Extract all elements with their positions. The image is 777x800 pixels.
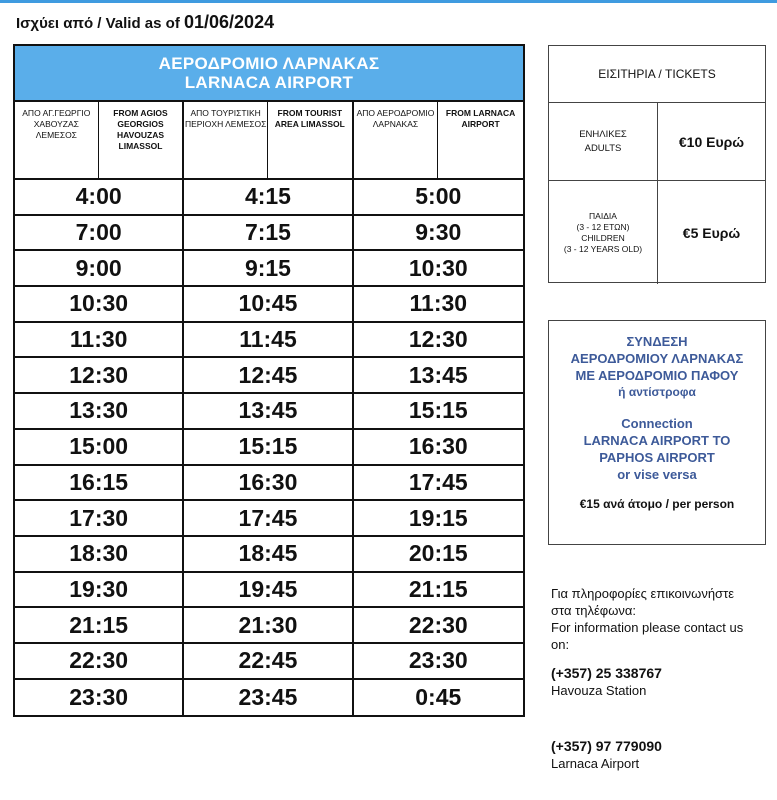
connection-en-line: Connection [621, 416, 693, 431]
ticket-label-adults [549, 103, 658, 180]
connection-gr-line: ΣΥΝΔΕΣΗ [626, 334, 688, 349]
connection-english [549, 415, 765, 483]
table-row [15, 251, 523, 287]
contact-info [551, 585, 773, 772]
departure-time: 0:45 [415, 683, 462, 710]
departure-time: 22:30 [408, 611, 468, 638]
column-header-larnaca-airport [354, 102, 523, 178]
column-header-gr: ΑΠΟ ΤΟΥΡΙΣΤΙΚΗ ΠΕΡΙΟΧΗ ΛΕΜΕΣΟΣ [184, 102, 268, 178]
table-row [15, 644, 523, 680]
departure-time: 17:45 [408, 468, 468, 495]
connection-gr-line: ΜΕ ΑΕΡΟΔΡΟΜΙΟ ΠΑΦΟΥ [575, 368, 739, 383]
contact-en-line2: on: [551, 637, 570, 652]
ticket-row-adults [549, 103, 765, 181]
departure-time: 16:30 [408, 433, 468, 460]
departure-time: 16:15 [15, 466, 184, 500]
column-header-en: FROM LARNACA AIRPORT [445, 108, 516, 129]
column-header-havouzas [15, 102, 184, 178]
phone-larnaca-label: Larnaca Airport [551, 756, 640, 771]
connection-en-line: LARNACA AIRPORT TO [583, 433, 731, 448]
table-row [15, 573, 523, 609]
contact-en-line1: For information please contact us [551, 620, 744, 635]
departure-time: 7:00 [15, 216, 184, 250]
departure-time: 9:00 [15, 251, 184, 285]
column-header-en: FROM AGIOS GEORGIOS HAVOUZAS LIMASSOL [113, 108, 168, 151]
departure-time: 21:15 [408, 575, 468, 602]
departure-time: 16:30 [184, 466, 353, 500]
children-gr: ΠΑΙΔΙΑ [589, 210, 617, 221]
table-row [15, 216, 523, 252]
departure-time: 9:15 [184, 251, 353, 285]
table-row [15, 430, 523, 466]
column-header-gr: ΑΠΟ ΑΓ.ΓΕΩΡΓΙΟ ΧΑΒΟΥΖΑΣ ΛΕΜΕΣΟΣ [15, 102, 99, 178]
adults-en: ADULTS [584, 142, 622, 154]
valid-prefix: Ισχύει από / Valid as of [16, 15, 180, 32]
departure-time: 10:45 [184, 287, 353, 321]
departure-time: 18:45 [184, 537, 353, 571]
connection-price: €15 ανά άτομο / per person [579, 497, 735, 511]
departure-time: 15:15 [408, 397, 468, 424]
departure-time: 10:30 [408, 254, 468, 281]
departure-time: 17:45 [184, 501, 353, 535]
table-row [15, 323, 523, 359]
contact-gr-line2: στα τηλέφωνα: [551, 603, 636, 618]
departure-time: 19:15 [408, 504, 468, 531]
departure-time: 13:45 [184, 394, 353, 428]
connection-en-line: or vise versa [617, 467, 697, 482]
departure-time: 12:30 [15, 358, 184, 392]
departure-time: 9:30 [415, 219, 462, 246]
column-header-gr: ΑΠΟ ΑΕΡΟΔΡΟΜΙΟ ΛΑΡΝΑΚΑΣ [354, 102, 439, 178]
departure-time: 17:30 [15, 501, 184, 535]
timetable-body [15, 180, 523, 715]
table-row [15, 608, 523, 644]
timetable [13, 44, 525, 717]
table-row [15, 466, 523, 502]
departure-time: 10:30 [15, 287, 184, 321]
column-headers [15, 102, 523, 180]
table-row [15, 358, 523, 394]
table-row [15, 501, 523, 537]
departure-time: 4:15 [184, 180, 353, 214]
departure-time: 21:30 [184, 608, 353, 642]
departure-time: 5:00 [415, 183, 462, 210]
ticket-price-adults: €10 Ευρώ [678, 133, 745, 150]
ticket-price-children: €5 Ευρώ [682, 224, 741, 241]
ticket-row-children [549, 181, 765, 284]
table-row [15, 680, 523, 716]
connection-gr-line: ή αντίστροφα [618, 385, 696, 399]
departure-time: 15:15 [184, 430, 353, 464]
departure-time: 12:45 [184, 358, 353, 392]
valid-date: 01/06/2024 [184, 12, 275, 32]
connection-greek [549, 333, 765, 401]
departure-time: 18:30 [15, 537, 184, 571]
tickets-box [548, 45, 766, 283]
departure-time: 11:30 [409, 290, 468, 317]
connection-gr-line: ΑΕΡΟΔΡΟΜΙΟΥ ΛΑΡΝΑΚΑΣ [570, 351, 744, 366]
valid-as-of [16, 12, 274, 33]
departure-time: 12:30 [408, 326, 468, 353]
departure-time: 23:30 [408, 647, 468, 674]
table-row [15, 537, 523, 573]
departure-time: 22:45 [184, 644, 353, 678]
phone-larnaca-airport[interactable]: (+357) 97 779090 [551, 738, 662, 754]
airport-connection-box [548, 320, 766, 545]
top-accent-bar [0, 0, 777, 3]
ticket-label-children [549, 181, 658, 284]
contact-gr-line1: Για πληροφορίες επικοινωνήστε [551, 586, 735, 601]
column-header-en: FROM TOURIST AREA LIMASSOL [274, 108, 345, 129]
table-row [15, 394, 523, 430]
table-row [15, 287, 523, 323]
connection-en-line: PAPHOS AIRPORT [599, 450, 715, 465]
departure-time: 13:45 [408, 361, 468, 388]
departure-time: 23:30 [15, 680, 184, 716]
departure-time: 13:30 [15, 394, 184, 428]
timetable-title [15, 46, 523, 102]
tickets-title: ΕΙΣΙΤΗΡΙΑ / TICKETS [549, 46, 765, 103]
departure-time: 15:00 [15, 430, 184, 464]
departure-time: 11:45 [184, 323, 353, 357]
departure-time: 7:15 [184, 216, 353, 250]
timetable-title-gr: ΑΕΡΟΔΡΟΜΙΟ ΛΑΡΝΑΚΑΣ [158, 54, 380, 73]
phone-havouza[interactable]: (+357) 25 338767 [551, 665, 662, 681]
departure-time: 20:15 [408, 540, 468, 567]
timetable-title-en: LARNACA AIRPORT [184, 73, 354, 92]
column-header-tourist-area [184, 102, 353, 178]
departure-time: 19:45 [184, 573, 353, 607]
departure-time: 4:00 [15, 180, 184, 214]
adults-gr: ΕΝΗΛΙΚΕΣ [579, 128, 627, 140]
children-en-age: (3 - 12 YEARS OLD) [563, 243, 643, 254]
departure-time: 22:30 [15, 644, 184, 678]
departure-time: 19:30 [15, 573, 184, 607]
children-en: CHILDREN [581, 232, 625, 243]
phone-havouza-label: Havouza Station [551, 683, 647, 698]
departure-time: 21:15 [15, 608, 184, 642]
table-row [15, 180, 523, 216]
children-gr-age: (3 - 12 ΕΤΩΝ) [576, 221, 630, 232]
departure-time: 11:30 [15, 323, 184, 357]
departure-time: 23:45 [184, 680, 353, 716]
